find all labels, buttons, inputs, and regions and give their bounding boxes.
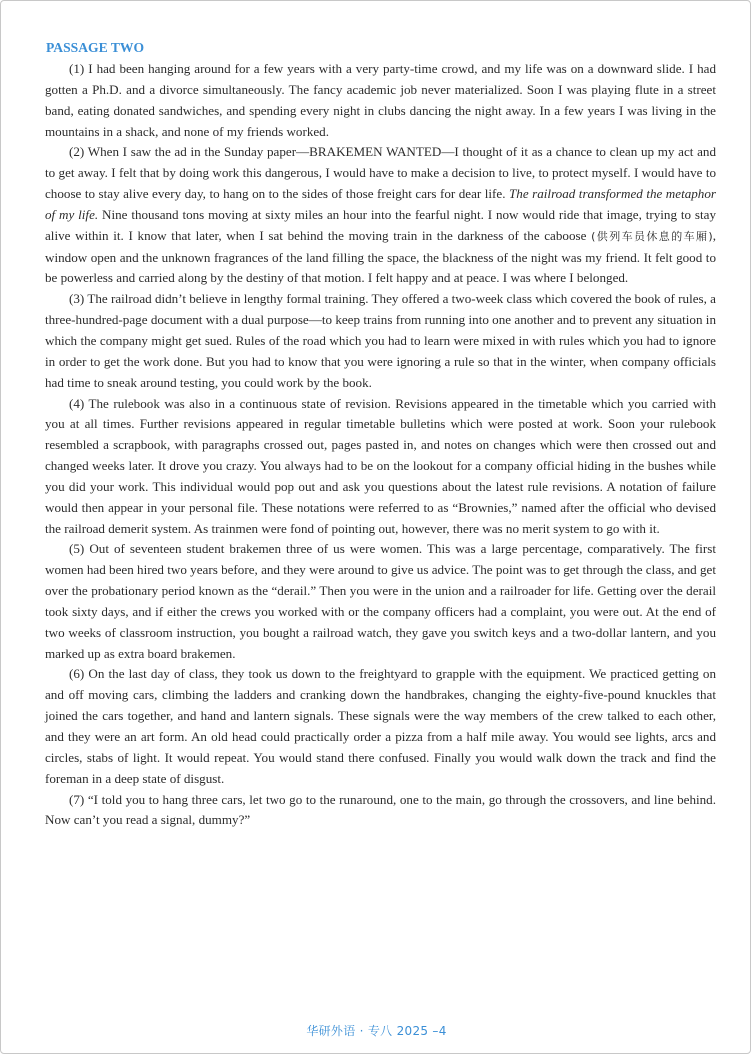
- paragraph-number: (7): [69, 791, 85, 807]
- paragraph-5: [45, 539, 716, 664]
- paragraph-number: (4): [69, 395, 85, 411]
- paragraph-2: [45, 142, 716, 289]
- paragraph-text: On the last day of class, they took us down to the freightyard to grapple with the equipment. We practiced getting on and off moving cars, climbing the ladders and cranking down the handbrakes, changing the eighty-five-pound knuckles that joined the cars together, and hand and lantern signals. These signals were the way members of the crew talked to each other, and they were an art form. An old head could practically order a pizza from a half mile away. You would see lights, arcs and circles, stabs of light. It would repeat. You would stand there confused. Finally you would walk down the track and find the foreman in a deep state of disgust.: [45, 666, 716, 786]
- paragraph-text: Nine thousand tons moving at sixty miles an hour into the fearful night. I now would ride that image, trying to stay alive within it. I know that later, when I sat behind the moving train in the darkness of the caboose: [45, 206, 716, 243]
- paragraph-7: [45, 790, 716, 832]
- paragraph-1: [45, 59, 716, 142]
- passage-title: PASSAGE TWO: [46, 40, 145, 55]
- paragraph-number: (2): [69, 144, 85, 160]
- paragraph-text: , window open and the unknown fragrances of the land filling the space, the blackness of the night was my friend. It felt good to be powerless and carried along by the destiny of that motion. I felt happy and at peace. I was where I belonged.: [45, 227, 716, 286]
- paragraph-number: (3): [69, 291, 85, 307]
- paragraph-text: When I saw the ad in the Sunday paper—BRAKEMEN WANTED—I thought of it as a chance to clean up my act and to get away. I felt that by doing work this dangerous, I would have to make a decision to live, to protect myself. I would have to choose to stay alive every day, to hang on to the sides of those freight cars for dear life.: [45, 144, 716, 202]
- paragraph-text: “I told you to hang three cars, let two go to the runaround, one to the main, go through the crossovers, and line behind. Now can’t you read a signal, dummy?”: [45, 791, 717, 828]
- paragraph-text: The rulebook was also in a continuous state of revision. Revisions appeared in the timetable which you carried with you at all times. Further revisions appeared in regular timetable bulletins which were posted at work. Soon your rulebook resembled a scrapbook, with paragraphs crossed out, pages pasted in, and notes on changes which were then crossed out and changed weeks later. It drove you crazy. You always had to be on the lookout for a company official hiding in the bushes while you did your work. This individual would pop out and ask you questions about the latest rule revisions. A notation of failure would then appear in your personal file. These notations were referred to as “Brownies,” named after the official who devised the railroad demerit system. As trainmen were fond of pointing out, however, there was no merit system to go with it.: [45, 395, 717, 536]
- paragraph-6: [45, 664, 716, 789]
- paragraph-number: (5): [69, 541, 85, 557]
- paragraph-3: [45, 289, 716, 393]
- paragraph-number: (1): [69, 61, 85, 76]
- italic-sentence: The railroad transformed the metaphor of my life.: [45, 186, 716, 222]
- page-footer: 华研外语 · 专八 2025 –4: [306, 1024, 447, 1038]
- paragraph-4: [45, 394, 716, 540]
- paragraph-number: (6): [69, 666, 85, 682]
- paragraph-text: I had been hanging around for a few years with a very party-time crowd, and my life was on a downward slide. I had gotten a Ph.D. and a divorce simultaneously. The fancy academic job never materialized. Soon I was playing flute in a street band, eating donated sandwiches, and spending every night in clubs dancing the night away. In a few years I was living in the mountains in a shack, and none of my friends worked.: [45, 61, 716, 139]
- chinese-gloss: (供列车员休息的车厢): [591, 229, 713, 243]
- paragraph-text: The railroad didn’t believe in lengthy formal training. They offered a two-week class which covered the book of rules, a three-hundred-page document with a dual purpose—to keep trains from running into one another and to prevent any situation in which the company might get sued. Rules of the road which you had to learn were mixed in with rules which you had to ignore in order to get the work done. But you had to know that you were ignoring a rule so that in the winter, when company officials had time to sneak around testing, you could work by the book.: [45, 291, 716, 390]
- paragraph-text: Out of seventeen student brakemen three of us were women. This was a large percentage, comparatively. The first women had been hired two years before, and they were around to give us advice. The point was to get through the class, and get over the probationary period known as the “derail.” Then you were in the union and a railroader for life. Getting over the derail took sixty days, and if either the crews you worked with or the company officers had a complaint, you were out. At the end of two weeks of classroom instruction, you bought a railroad watch, they gave you switch keys and a two-dollar lantern, and you marked up as extra board brakemen.: [45, 541, 716, 661]
- passage-body: [45, 37, 716, 831]
